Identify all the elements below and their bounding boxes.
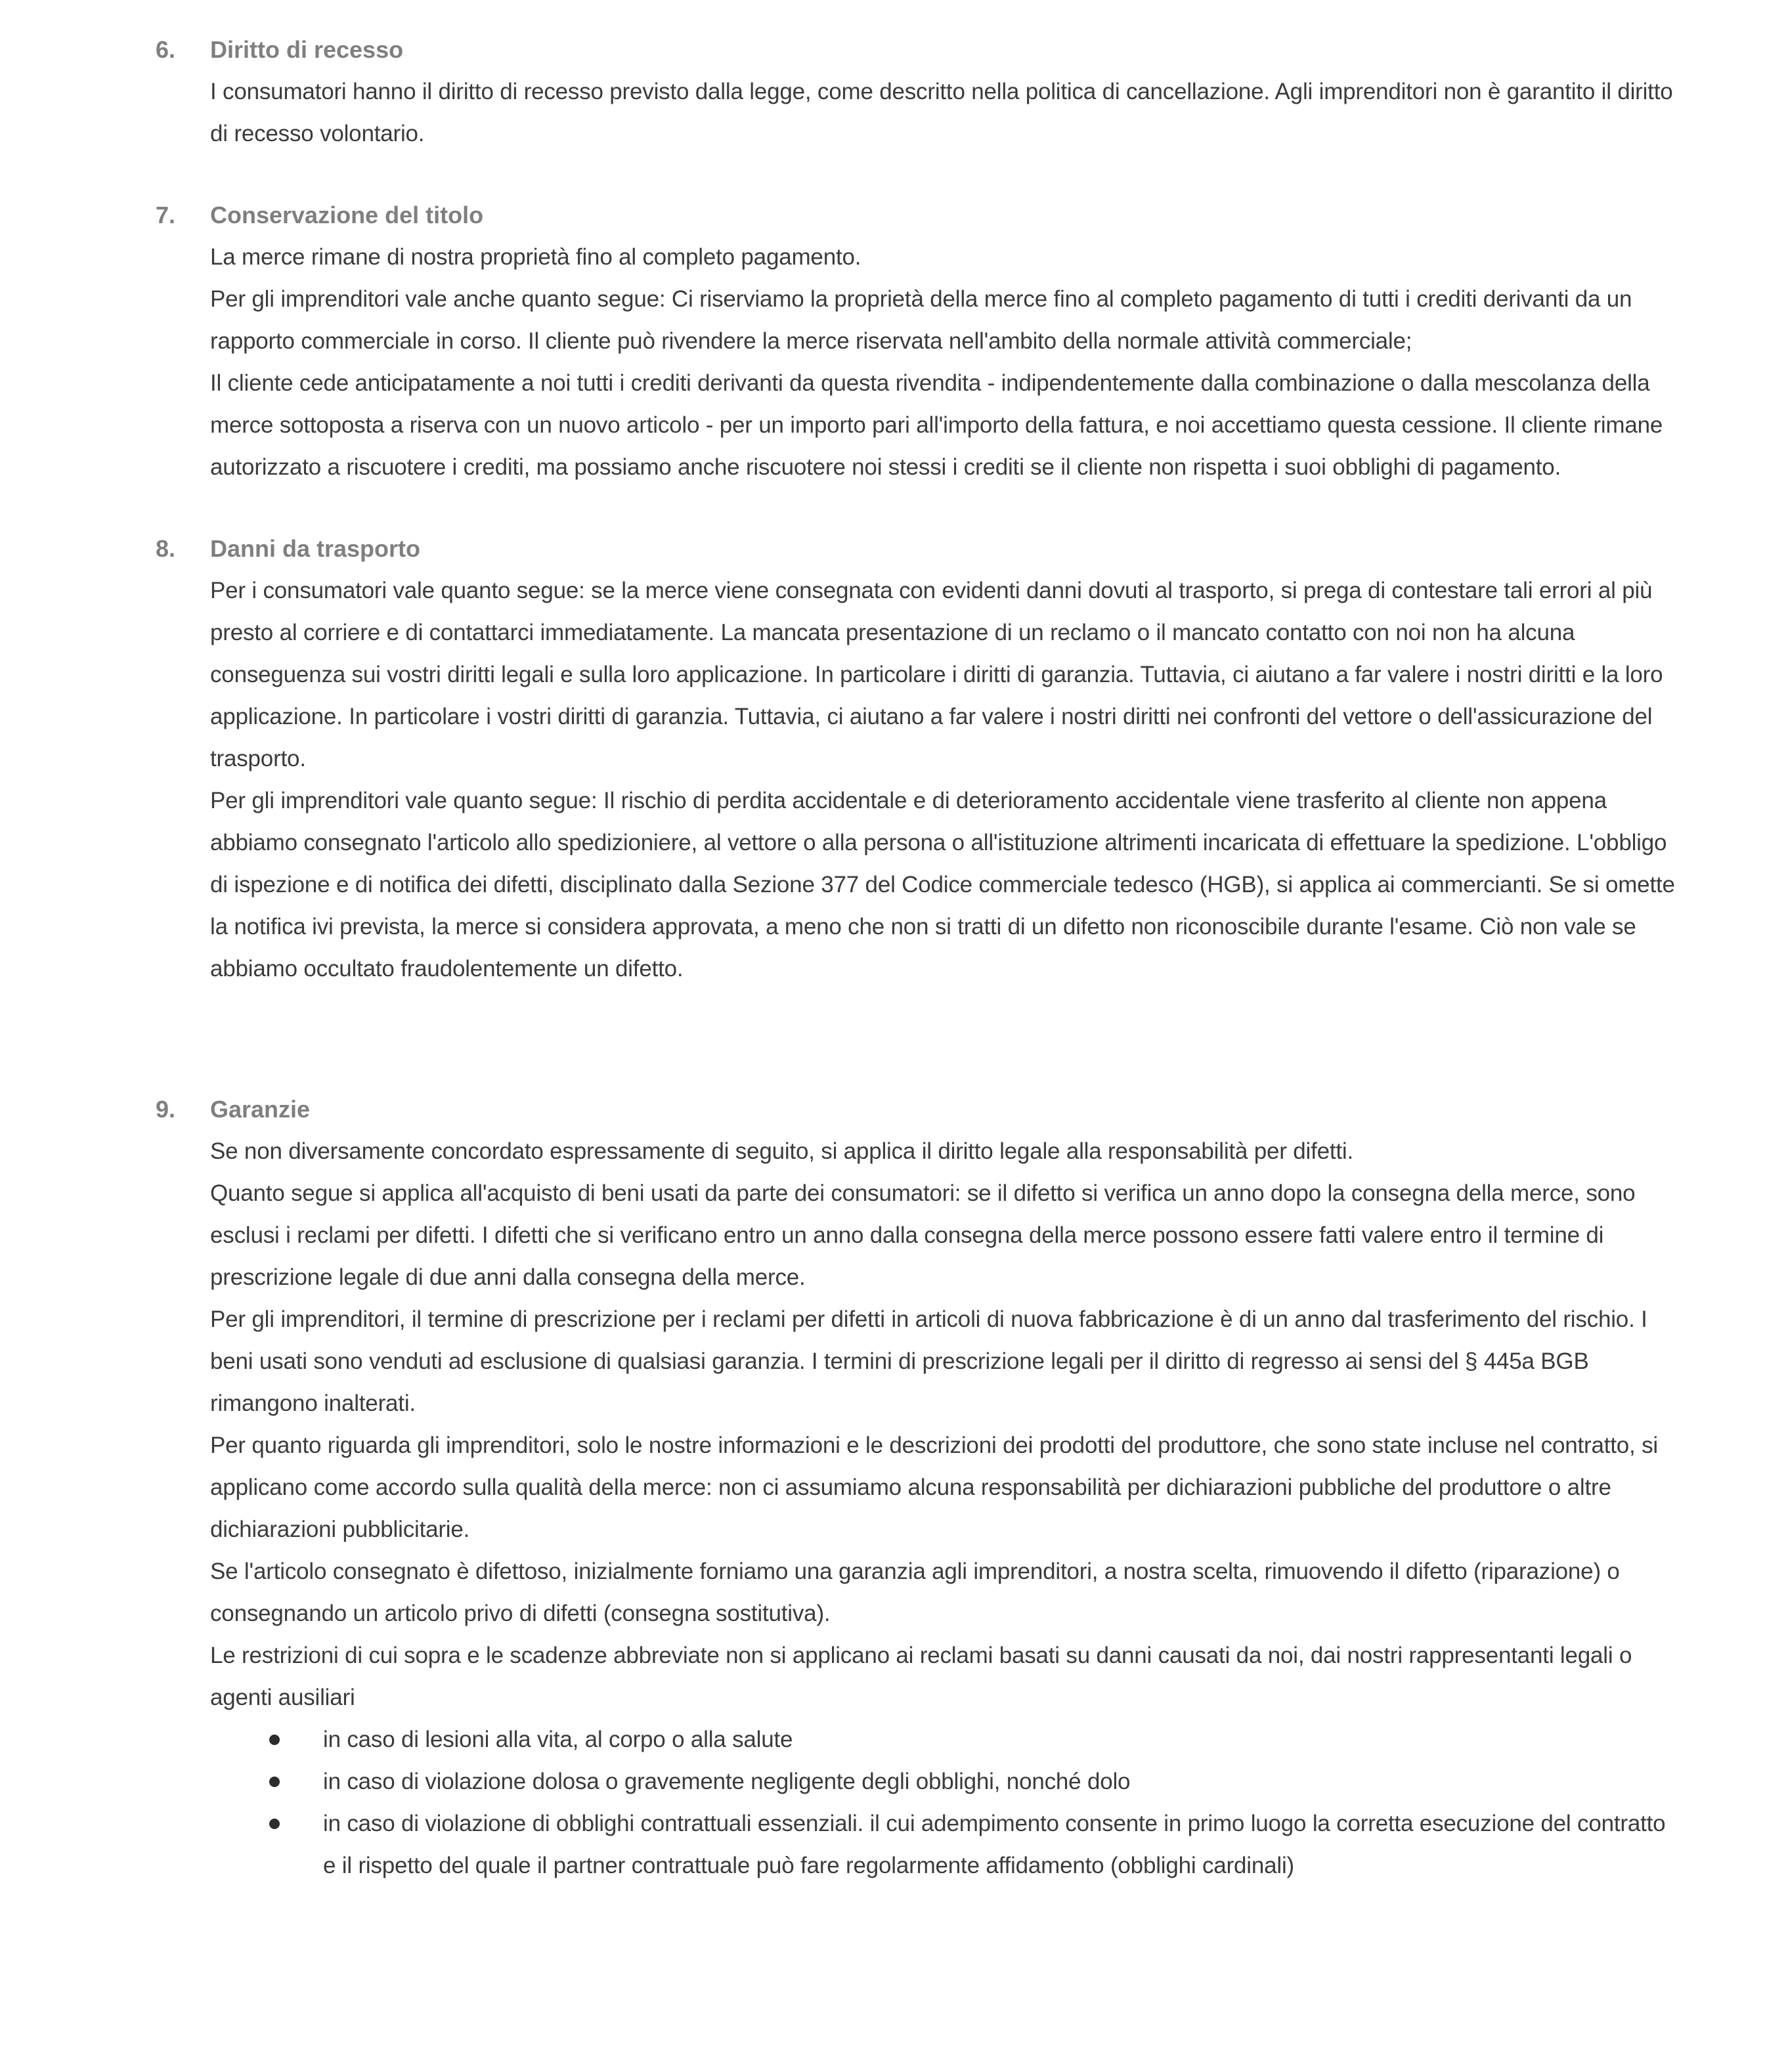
section-heading bbox=[0, 29, 1765, 71]
bullet-icon bbox=[269, 1735, 280, 1745]
section-number: 7. bbox=[156, 202, 176, 228]
paragraph: Per gli imprenditori vale quanto segue: Il rischio di perdita accidentale e di deterioramento accidentale viene trasferito al cliente non appena abbiamo consegnato l'articolo allo spedizioniere, al vettore o alla persona o all'istituzione altrimenti incaricata di effettuare la spedizione. L'obbligo di ispezione e di notifica dei difetti, disciplinato dalla Sezione 377 del Codice commerciale tedesco (HGB), si applica ai commercianti. Se si omette la notifica ivi prevista, la merce si considera approvata, a meno che non si tratti di un difetto non riconoscibile durante l'esame. Ciò non vale se abbiamo occultato fraudolentemente un difetto. bbox=[210, 788, 1675, 982]
bullet-text: in caso di violazione di obblighi contrattuali essenziali. il cui adempimento consente in primo luogo la corretta esecuzione del contratto e il rispetto del quale il partner contrattuale può fare regolarmente affidamento (obblighi cardinali) bbox=[323, 1811, 1666, 1878]
section-body bbox=[210, 570, 1684, 990]
paragraph: Se non diversamente concordato espressamente di seguito, si applica il diritto legale alla responsabilità per difetti. bbox=[210, 1138, 1354, 1164]
paragraph: Il cliente cede anticipatamente a noi tutti i crediti derivanti da questa rivendita - indipendentemente dalla combinazione o dalla mescolanza della merce sottoposta a riserva con un nuovo articolo - per un importo pari all'importo della fattura, e noi accettiamo questa cessione. Il cliente rimane autorizzato a riscuotere i crediti, ma possiamo anche riscuotere noi stessi i crediti se il cliente non rispetta i suoi obblighi di pagamento. bbox=[210, 370, 1663, 480]
paragraph: Quanto segue si applica all'acquisto di beni usati da parte dei consumatori: se il difetto si verifica un anno dopo la consegna della merce, sono esclusi i reclami per difetti. I difetti che si verificano entro un anno dalla consegna della merce possono essere fatti valere entro il termine di prescrizione legale di due anni dalla consegna della merce. bbox=[210, 1180, 1636, 1290]
bullet-text: in caso di lesioni alla vita, al corpo o alla salute bbox=[323, 1727, 793, 1752]
paragraph: Per quanto riguarda gli imprenditori, solo le nostre informazioni e le descrizioni dei prodotti del produttore, che sono state incluse nel contratto, si applicano come accordo sulla qualità della merce: non ci assumiamo alcuna responsabilità per dichiarazioni pubbliche del produttore o altre dichiarazioni pubblicitarie. bbox=[210, 1433, 1658, 1542]
section-body bbox=[210, 1131, 1684, 1887]
section-number: 6. bbox=[156, 36, 176, 63]
section-danni-da-trasporto bbox=[0, 528, 1765, 990]
bullet-icon bbox=[269, 1777, 280, 1787]
paragraph: Le restrizioni di cui sopra e le scadenze abbreviate non si applicano ai reclami basati su danni causati da noi, dai nostri rappresentanti legali o agenti ausiliari bbox=[210, 1643, 1632, 1710]
paragraph: La merce rimane di nostra proprietà fino al completo pagamento. bbox=[210, 244, 861, 270]
section-garanzie bbox=[0, 1089, 1765, 1887]
paragraph: I consumatori hanno il diritto di recesso previsto dalla legge, come descritto nella politica di cancellazione. Agli imprenditori non è garantito il diritto di recesso volontario. bbox=[210, 79, 1673, 146]
paragraph: Per gli imprenditori vale anche quanto segue: Ci riserviamo la proprietà della merce fino al completo pagamento di tutti i crediti derivanti da un rapporto commerciale in corso. Il cliente può rivendere la merce riservata nell'ambito della normale attività commerciale; bbox=[210, 286, 1632, 354]
bullet-text: in caso di violazione dolosa o gravemente negligente degli obblighi, nonché dolo bbox=[323, 1769, 1131, 1794]
section-heading bbox=[0, 528, 1765, 570]
section-title: Conservazione del titolo bbox=[210, 202, 484, 228]
section-heading bbox=[0, 1089, 1765, 1131]
section-body bbox=[210, 236, 1684, 488]
section-conservazione-del-titolo bbox=[0, 194, 1765, 488]
section-number: 8. bbox=[156, 535, 176, 562]
paragraph: Per gli imprenditori, il termine di prescrizione per i reclami per difetti in articoli di nuova fabbricazione è di un anno dal trasferimento del rischio. I beni usati sono venduti ad esclusione di qualsiasi garanzia. I termini di prescrizione legali per il diritto di regresso ai sensi del § 445a BGB rimangono inalterati. bbox=[210, 1306, 1647, 1416]
bullet-list bbox=[210, 1719, 1684, 1887]
paragraph: Se l'articolo consegnato è difettoso, inizialmente forniamo una garanzia agli imprenditori, a nostra scelta, rimuovendo il difetto (riparazione) o consegnando un articolo privo di difetti (consegna sostitutiva). bbox=[210, 1559, 1620, 1626]
bullet-item bbox=[210, 1803, 1684, 1887]
bullet-icon bbox=[269, 1819, 280, 1829]
section-body bbox=[210, 71, 1684, 155]
paragraph: Per i consumatori vale quanto segue: se la merce viene consegnata con evidenti danni dovuti al trasporto, si prega di contestare tali errori al più presto al corriere e di contattarci immediatamente. La mancata presentazione di un reclamo o il mancato contatto con noi non ha alcuna conseguenza sui vostri diritti legali e sulla loro applicazione. In particolare i diritti di garanzia. Tuttavia, ci aiutano a far valere i nostri diritti e la loro applicazione. In particolare i vostri diritti di garanzia. Tuttavia, ci aiutano a far valere i nostri diritti nei confronti del vettore o dell'assicurazione del trasporto. bbox=[210, 578, 1663, 771]
bullet-item bbox=[210, 1719, 1684, 1761]
section-number: 9. bbox=[156, 1096, 176, 1123]
section-diritto-di-recesso bbox=[0, 29, 1765, 155]
section-title: Diritto di recesso bbox=[210, 36, 404, 63]
bullet-item bbox=[210, 1761, 1684, 1803]
section-heading bbox=[0, 194, 1765, 236]
section-title: Garanzie bbox=[210, 1096, 311, 1123]
section-title: Danni da trasporto bbox=[210, 535, 421, 562]
